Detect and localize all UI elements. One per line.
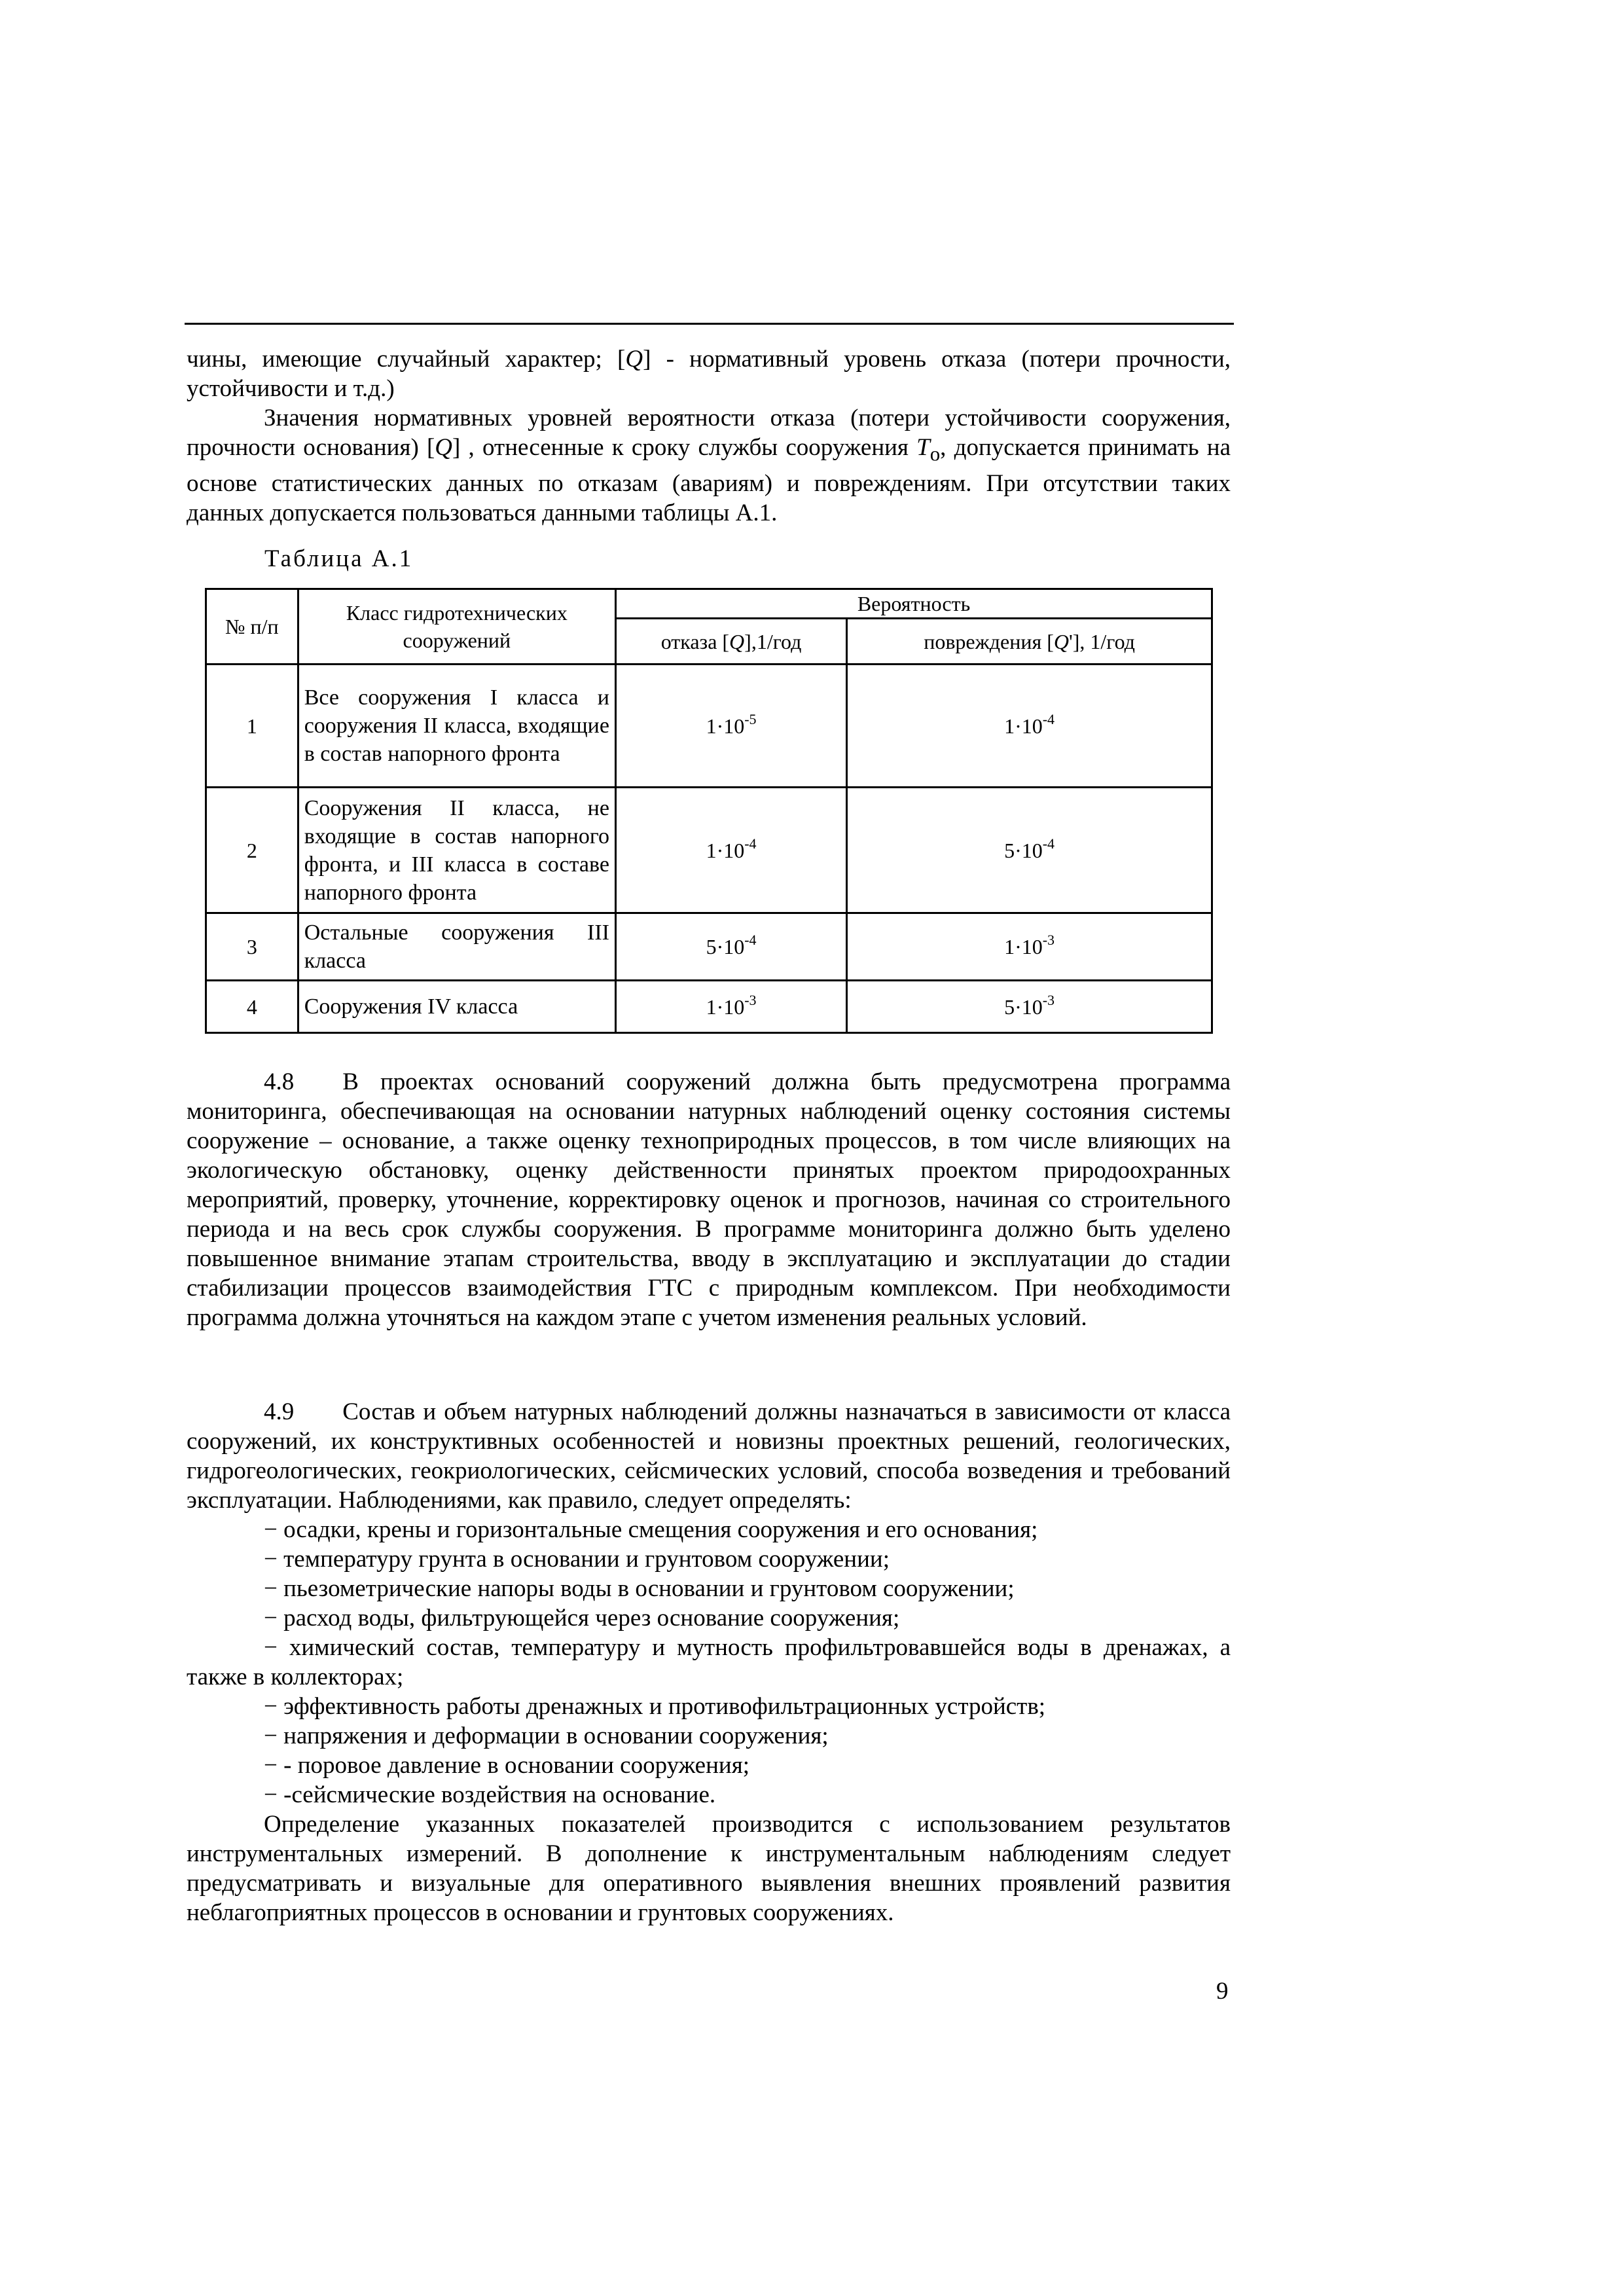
probability-table: [205, 588, 1213, 1034]
header-probability: Вероятность: [615, 589, 1212, 619]
damage-base: 5·10: [1004, 838, 1043, 862]
row-damage: [847, 788, 1212, 913]
row-class: Сооружения IV класса: [298, 981, 615, 1033]
row-class: Все сооружения I класса и сооружения II класса, входящие в состав напорного фронта: [298, 665, 615, 788]
failure-base: 5·10: [706, 935, 745, 958]
header-rule: [185, 323, 1234, 325]
row-num: 2: [206, 788, 298, 913]
row-failure: [615, 913, 846, 981]
failure-exponent: -5: [744, 710, 757, 727]
row-damage: [847, 665, 1212, 788]
damage-exponent: -4: [1042, 835, 1055, 852]
header-failure-text-b: ],1/год: [744, 629, 802, 653]
header-damage-text-b: '], 1/год: [1068, 629, 1135, 653]
damage-base: 1·10: [1004, 935, 1043, 958]
damage-exponent: -3: [1042, 932, 1055, 948]
section-4-8-paragraph: 4.8 В проектах оснований сооружений должна быть предусмотрена программа мониторинга, обеспечивающая на основании натурных наблюдений оценку состояния системы сооружение – основание, а также оценку техноприродных процессов, в том числе влияющих на экологическую обстановку, оценку действенности принятых проектом природоохранных мероприятий, проверку, уточнение, корректировку оценок и прогнозов, начиная со строительного периода и на весь срок службы сооружения. В программе мониторинга должно быть уделено повышенное внимание этапам строительства, вводу в эксплуатацию и эксплуатации до стадии стабилизации процессов взаимодействия ГТС с природным комплексом. При необходимости программа должна уточняться на каждом этапе с учетом изменения реальных условий.: [187, 1068, 1231, 1331]
header-class: Класс гидротехнических сооружений: [298, 589, 615, 665]
page-number: 9: [1216, 1978, 1229, 2005]
values-q-symbol: Q: [435, 434, 453, 461]
header-num: № п/п: [206, 589, 298, 665]
list-item: − расход воды, фильтрующейся через основание сооружения;: [264, 1605, 900, 1631]
failure-base: 1·10: [706, 838, 745, 862]
row-failure: [615, 665, 846, 788]
row-num: 1: [206, 665, 298, 788]
row-class: Остальные сооружения III класса: [298, 913, 615, 981]
list-item: − температуру грунта в основании и грунтовом сооружении;: [264, 1546, 890, 1573]
damage-exponent: -4: [1042, 710, 1055, 727]
section-4-9-intro: 4.9 Состав и объем натурных наблюдений должны назначаться в зависимости от класса сооружений, их конструктивных особенностей и новизны проектных решений, геологических, гидрогеологических, геокриологических, сейсмических условий, способа возведения и требований эксплуатации. Наблюдениями, как правило, следует определять:: [187, 1398, 1231, 1514]
values-paragraph: [187, 403, 1231, 528]
damage-base: 1·10: [1004, 714, 1043, 738]
failure-base: 1·10: [706, 714, 745, 738]
values-t-symbol: T: [916, 434, 930, 461]
values-text-3: , допускается принимать на основе статистических данных по отказам (авариям) и повреждениям. При отсутствии таких данных допускается пользоваться данными таблицы А.1.: [187, 434, 1231, 527]
table-row: [206, 981, 1212, 1033]
list-item: − - поровое давление в основании сооружения;: [264, 1752, 749, 1779]
failure-exponent: -4: [744, 932, 757, 948]
values-text-2: ] , отнесенные к сроку службы сооружения: [452, 434, 917, 461]
table-row: [206, 665, 1212, 788]
intro-q-symbol: Q: [625, 346, 643, 373]
table-header-row: [206, 589, 1212, 619]
intro-text-a: чины, имеющие случайный характер; [: [187, 346, 626, 373]
list-item: − эффективность работы дренажных и противофильтрационных устройств;: [264, 1693, 1046, 1720]
header-damage: [847, 619, 1212, 665]
failure-base: 1·10: [706, 994, 745, 1019]
row-class: Сооружения II класса, не входящие в состав напорного фронта, и III класса в составе напорного фронта: [298, 788, 615, 913]
intro-text-b: ] - нормативный уровень отказа (потери прочности, устойчивости и т.д.): [187, 346, 1231, 402]
list-item: − напряжения и деформации в основании сооружения;: [264, 1722, 829, 1749]
table-row: [206, 913, 1212, 981]
values-t-subscript: o: [929, 443, 941, 465]
list-item: − химический состав, температуру и мутность профильтровавшейся воды в дренажах, а также в коллекторах;: [187, 1634, 1231, 1690]
failure-exponent: -3: [744, 991, 757, 1008]
row-damage: [847, 981, 1212, 1033]
header-failure-text-a: отказа [: [660, 629, 730, 653]
damage-exponent: -3: [1042, 991, 1055, 1008]
row-num: 4: [206, 981, 298, 1033]
row-damage: [847, 913, 1212, 981]
values-text-1: Значения нормативных уровней вероятности отказа (потери устойчивости сооружения, прочности основания) [: [187, 405, 1231, 461]
intro-block: [187, 344, 1231, 528]
header-failure-q: Q: [729, 629, 745, 653]
list-item: − осадки, крены и горизонтальные смещения сооружения и его основания;: [264, 1516, 1038, 1543]
header-damage-q: Q: [1053, 629, 1069, 653]
row-num: 3: [206, 913, 298, 981]
table-caption: Таблица А.1: [264, 545, 414, 572]
failure-exponent: -4: [744, 835, 757, 852]
section-4-9: [187, 1397, 1231, 1927]
list-item: − -сейсмические воздействия на основание.: [264, 1781, 716, 1808]
damage-base: 5·10: [1004, 994, 1043, 1019]
section-4-8: [187, 1067, 1231, 1332]
row-failure: [615, 788, 846, 913]
table-row: [206, 788, 1212, 913]
header-damage-text-a: повреждения [: [924, 629, 1054, 653]
section-4-9-closing: Определение указанных показателей производится с использованием результатов инструментальных измерений. В дополнение к инструментальным наблюдениям следует предусматривать и визуальные для оперативного выявления внешних проявлений развития неблагоприятных процессов в основании и грунтовых сооружениях.: [187, 1811, 1231, 1926]
row-failure: [615, 981, 846, 1033]
header-failure: [615, 619, 846, 665]
list-item: − пьезометрические напоры воды в основании и грунтовом сооружении;: [264, 1575, 1015, 1602]
intro-paragraph: [187, 344, 1231, 403]
